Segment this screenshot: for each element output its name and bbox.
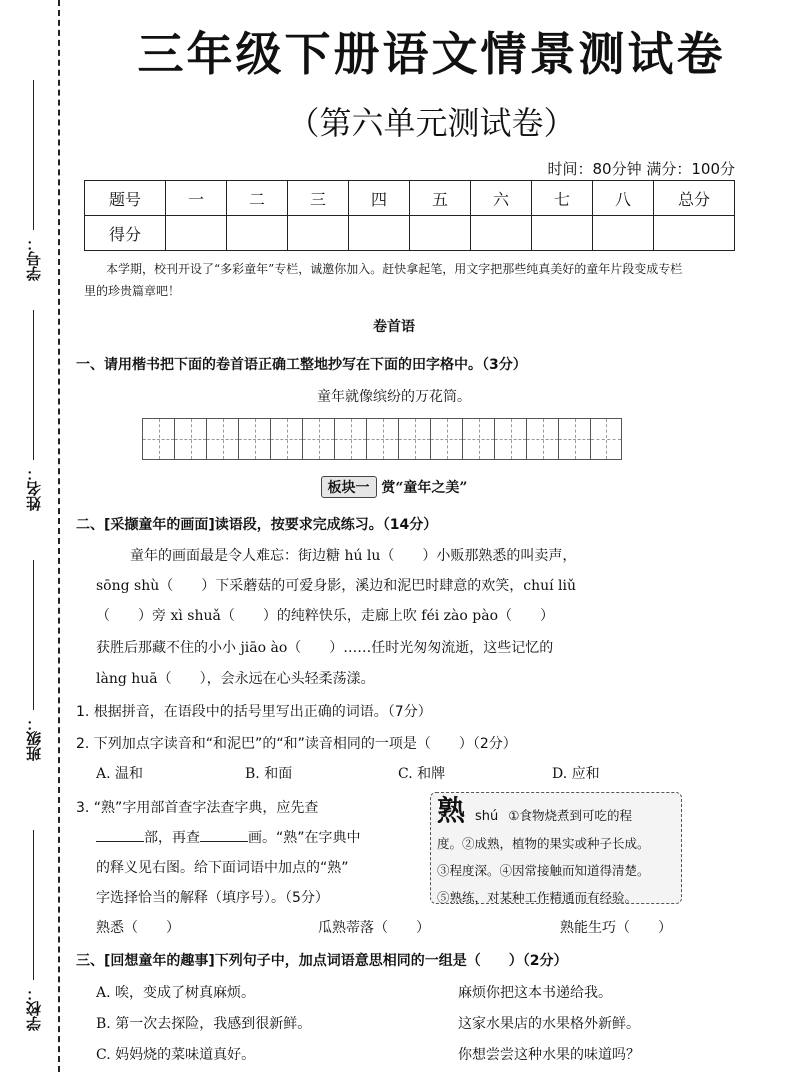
margin-field-line xyxy=(33,80,34,230)
dictionary-definition-line: 度。②成熟，植物的果实或种子长成。 xyxy=(437,836,650,851)
tianzige-cell[interactable] xyxy=(590,418,622,460)
score-cell[interactable] xyxy=(532,216,593,251)
score-table xyxy=(84,180,735,251)
score-table-header-cell: 四 xyxy=(349,181,410,216)
tianzige-cell[interactable] xyxy=(206,418,238,460)
margin-field[interactable] xyxy=(10,830,56,1031)
score-table-header-cell: 六 xyxy=(471,181,532,216)
tianzige-cell[interactable] xyxy=(238,418,270,460)
page-title: 三年级下册语文情景测试卷 xyxy=(137,27,726,81)
margin-field-line xyxy=(33,560,34,710)
q3-option-left: A. 唉，变成了树真麻烦。 xyxy=(96,985,256,1001)
tianzige-cell[interactable] xyxy=(494,418,526,460)
score-cell[interactable] xyxy=(471,216,532,251)
margin-field[interactable] xyxy=(10,560,56,761)
word-item: 熟能生巧（ ） xyxy=(560,920,672,936)
score-cell[interactable] xyxy=(166,216,227,251)
score-table-row-label: 得分 xyxy=(85,216,166,251)
question-1: 一、请用楷书把下面的卷首语正确工整地抄写在下面的田字格中。（3分） xyxy=(76,357,527,373)
subquestion-3-line: 3. “熟”字用部首查字法查字典，应先查 xyxy=(76,800,319,816)
score-table-header-row xyxy=(85,181,735,216)
passage-line: 获胜后那藏不住的小小 jiāo ào（ ）……任时光匆匆流逝，这些记忆的 xyxy=(96,640,554,656)
preface-sentence: 童年就像缤纷的万花筒。 xyxy=(317,389,471,405)
tianzige-grid[interactable] xyxy=(142,418,622,460)
subquestion-1: 1. 根据拼音，在语段中的括号里写出正确的词语。（7分） xyxy=(76,704,432,720)
tianzige-cell[interactable] xyxy=(302,418,334,460)
dictionary-entry-box xyxy=(430,792,682,904)
tianzige-cell[interactable] xyxy=(398,418,430,460)
score-table-header-cell: 总分 xyxy=(654,181,735,216)
tianzige-cell[interactable] xyxy=(558,418,590,460)
q3-option-right: 你想尝尝这种水果的味道吗？ xyxy=(458,1047,640,1063)
answer-blank[interactable] xyxy=(200,841,248,842)
subquestion-3-line: 的释义见右图。给下面词语中加点的“熟” xyxy=(96,860,349,876)
subquestion-3-line: 部，再查 画。“熟”在字典中 xyxy=(96,827,361,847)
word-item: 瓜熟蒂落（ ） xyxy=(318,920,430,936)
question-2-heading: 二、[采撷童年的画面]读语段，按要求完成练习。（14分） xyxy=(76,517,438,533)
time-info: 时间：80分钟 满分：100分 xyxy=(547,160,735,178)
score-table-header-cell: 二 xyxy=(227,181,288,216)
q3-option-left: C. 妈妈烧的菜味道真好。 xyxy=(96,1047,256,1063)
score-cell[interactable] xyxy=(349,216,410,251)
tianzige-cell[interactable] xyxy=(142,418,174,460)
margin-field-label: 学号： xyxy=(24,236,43,281)
block-1-title: 赏“童年之美” xyxy=(381,480,468,496)
score-cell[interactable] xyxy=(654,216,735,251)
score-table-header-cell: 七 xyxy=(532,181,593,216)
option-a[interactable]: A. 温和 xyxy=(96,766,144,782)
block-1-heading xyxy=(84,476,704,498)
score-table-score-row xyxy=(85,216,735,251)
dictionary-definition-line: ⑤熟练，对某种工作精通而有经验。 xyxy=(437,890,638,905)
subquestion-2: 2. 下列加点字读音和“和泥巴”的“和”读音相同的一项是（ ）（2分） xyxy=(76,736,517,752)
preface-caption: 卷首语 xyxy=(373,319,415,335)
intro-paragraph: 本学期，校刊开设了“多彩童年”专栏，诚邀你加入。赶快拿起笔，用文字把那些纯真美好的童年片段变成专栏里的珍贵篇章吧！ xyxy=(84,262,683,298)
score-table-header-cell: 三 xyxy=(288,181,349,216)
dictionary-character: 熟 xyxy=(437,794,466,827)
block-1-tag: 板块一 xyxy=(321,476,377,498)
tianzige-cell[interactable] xyxy=(462,418,494,460)
answer-blank[interactable] xyxy=(96,841,144,842)
dictionary-pinyin: shú xyxy=(475,809,499,824)
score-table-header-cell: 八 xyxy=(593,181,654,216)
option-b[interactable]: B. 和面 xyxy=(245,766,293,782)
margin-field-line xyxy=(33,310,34,460)
tianzige-cell[interactable] xyxy=(270,418,302,460)
dictionary-definition-line: ③程度深。④因常接触而知道得清楚。 xyxy=(437,863,650,878)
passage-line: sōng shù（ ）下采蘑菇的可爱身影，溪边和泥巴时肆意的欢笑，chuí liǔ xyxy=(96,578,577,594)
score-table-header-cell: 题号 xyxy=(85,181,166,216)
word-item: 熟悉（ ） xyxy=(96,920,180,936)
passage-line: （ ）旁 xì shuǎ（ ）的纯粹快乐，走廊上吹 féi zào pào（ ） xyxy=(96,608,555,624)
tianzige-cell[interactable] xyxy=(334,418,366,460)
page-subtitle: （第六单元测试卷） xyxy=(287,104,576,142)
margin-field-label: 姓名： xyxy=(24,466,43,511)
margin-field-label: 学校： xyxy=(24,986,43,1031)
margin-field[interactable] xyxy=(10,80,56,281)
margin-field[interactable] xyxy=(10,310,56,511)
score-cell[interactable] xyxy=(288,216,349,251)
score-cell[interactable] xyxy=(227,216,288,251)
option-c[interactable]: C. 和牌 xyxy=(398,766,446,782)
dictionary-definition-line: ①食物烧煮到可吃的程 xyxy=(508,808,632,823)
tianzige-cell[interactable] xyxy=(366,418,398,460)
subquestion-3-line: 字选择恰当的解释（填序号）。（5分） xyxy=(96,890,329,906)
q3-option-right: 麻烦你把这本书递给我。 xyxy=(458,985,612,1001)
question-3-heading: 三、[回想童年的趣事]下列句子中，加点词语意思相同的一组是（ ）（2分） xyxy=(76,953,568,969)
margin-field-label: 班级： xyxy=(24,716,43,761)
option-d[interactable]: D. 应和 xyxy=(552,766,600,782)
score-table-header-cell: 五 xyxy=(410,181,471,216)
passage-line: 童年的画面最是令人难忘：街边糖 hú lu（ ）小贩那熟悉的叫卖声， xyxy=(130,548,577,564)
tianzige-cell[interactable] xyxy=(526,418,558,460)
margin-field-line xyxy=(33,830,34,980)
q3-option-right: 这家水果店的水果格外新鲜。 xyxy=(458,1016,640,1032)
tianzige-cell[interactable] xyxy=(174,418,206,460)
passage-line: làng huā（ ），会永远在心头轻柔荡漾。 xyxy=(96,671,375,687)
tianzige-cell[interactable] xyxy=(430,418,462,460)
binding-dashed-line xyxy=(58,0,60,1072)
score-cell[interactable] xyxy=(593,216,654,251)
q3-option-left: B. 第一次去探险，我感到很新鲜。 xyxy=(96,1016,312,1032)
score-table-header-cell: 一 xyxy=(166,181,227,216)
score-cell[interactable] xyxy=(410,216,471,251)
